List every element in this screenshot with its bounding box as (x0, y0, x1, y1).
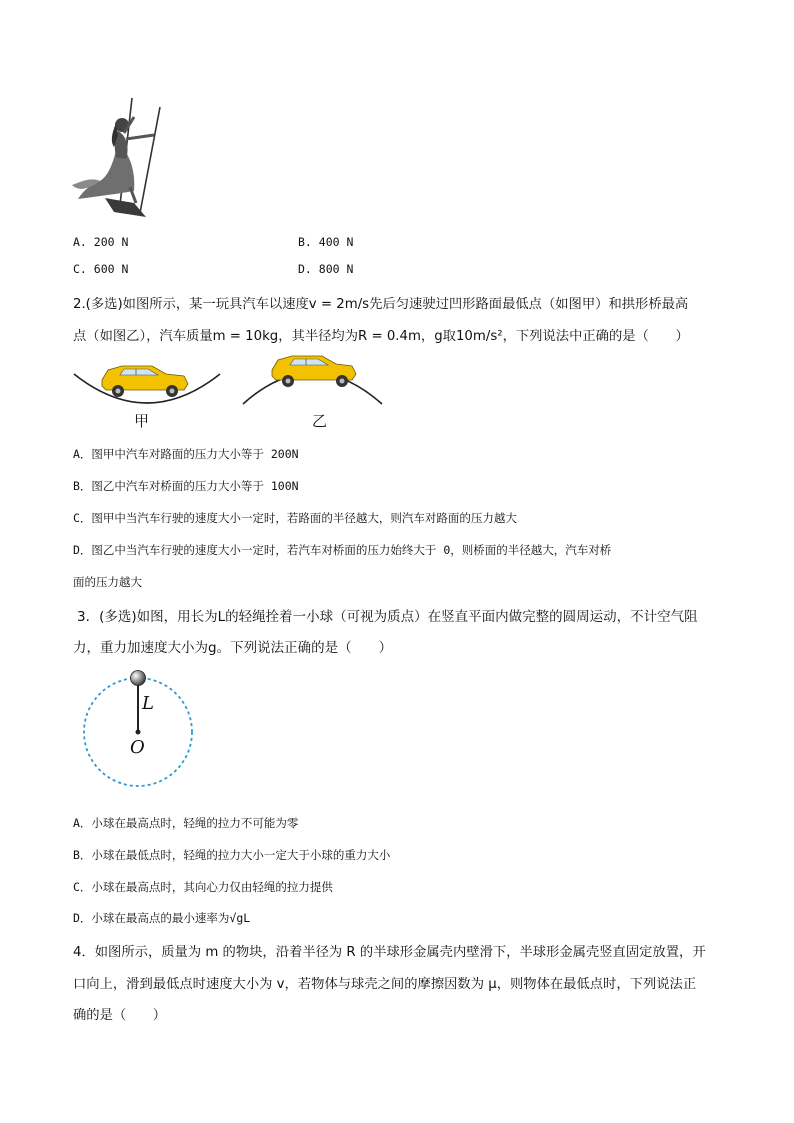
swing-figure (70, 95, 170, 220)
q3-option-c: C．小球在最高点时，其向心力仅由轻绳的拉力提供 (73, 880, 333, 894)
concave-road-figure (72, 360, 222, 408)
q3-option-d: D．小球在最高点的最小速率为√gL (73, 911, 251, 925)
q2-stem-line2: 点（如图乙），汽车质量m = 10kg，其半径均为R = 0.4m，g取10m/s²，下列说法中正确的是（ ） (73, 329, 689, 344)
q3-option-a: A．小球在最高点时，轻绳的拉力不可能为零 (73, 816, 299, 830)
q4-stem-line1: 4．如图所示，质量为 m 的物块，沿着半径为 R 的半球形金属壳内壁滑下，半球形金属壳竖直固定放置，开 (73, 945, 706, 960)
q4-stem-line2: 口向上，滑到最低点时速度大小为 v，若物体与球壳之间的摩擦因数为 μ，则物体在最低点时，下列说法正 (73, 977, 697, 992)
q1-option-d: D. 800 N (298, 262, 354, 276)
circular-motion-figure (78, 668, 200, 790)
q1-option-a: A. 200 N (73, 235, 129, 249)
q2-option-b: B．图乙中汽车对桥面的压力大小等于 100N (73, 479, 299, 493)
q1-option-b: B. 400 N (298, 235, 354, 249)
label-L: L (142, 693, 154, 714)
q4-stem-line3: 确的是（ ） (73, 1008, 167, 1023)
q2-option-a: A．图甲中汽车对路面的压力大小等于 200N (73, 447, 299, 461)
q2-option-c: C．图甲中当汽车行驶的速度大小一定时，若路面的半径越大，则汽车对路面的压力越大 (73, 511, 517, 525)
label-O: O (130, 737, 145, 758)
q3-stem-line2: 力，重力加速度大小为g。下列说法正确的是（ ） (73, 640, 393, 656)
q2-stem-line1: 2.(多选)如图所示，某一玩具汽车以速度v = 2m/s先后匀速驶过凹形路面最低点（如图甲）和拱形桥最高 (73, 297, 689, 312)
caption-jia: 甲 (134, 412, 150, 430)
q2-option-d-line2: 面的压力越大 (73, 575, 142, 589)
caption-yi: 乙 (312, 412, 328, 430)
q1-option-c: C. 600 N (73, 262, 129, 276)
q2-option-d-line1: D．图乙中当汽车行驶的速度大小一定时，若汽车对桥面的压力始终大于 0，则桥面的半径越大，汽车对桥 (73, 543, 612, 557)
q3-option-b: B．小球在最低点时，轻绳的拉力大小一定大于小球的重力大小 (73, 848, 391, 862)
arch-bridge-figure (240, 348, 385, 408)
q3-stem-line1: 3．(多选)如图，用长为L的轻绳拴着一小球（可视为质点）在竖直平面内做完整的圆周运动，不计空气阻 (77, 609, 698, 625)
